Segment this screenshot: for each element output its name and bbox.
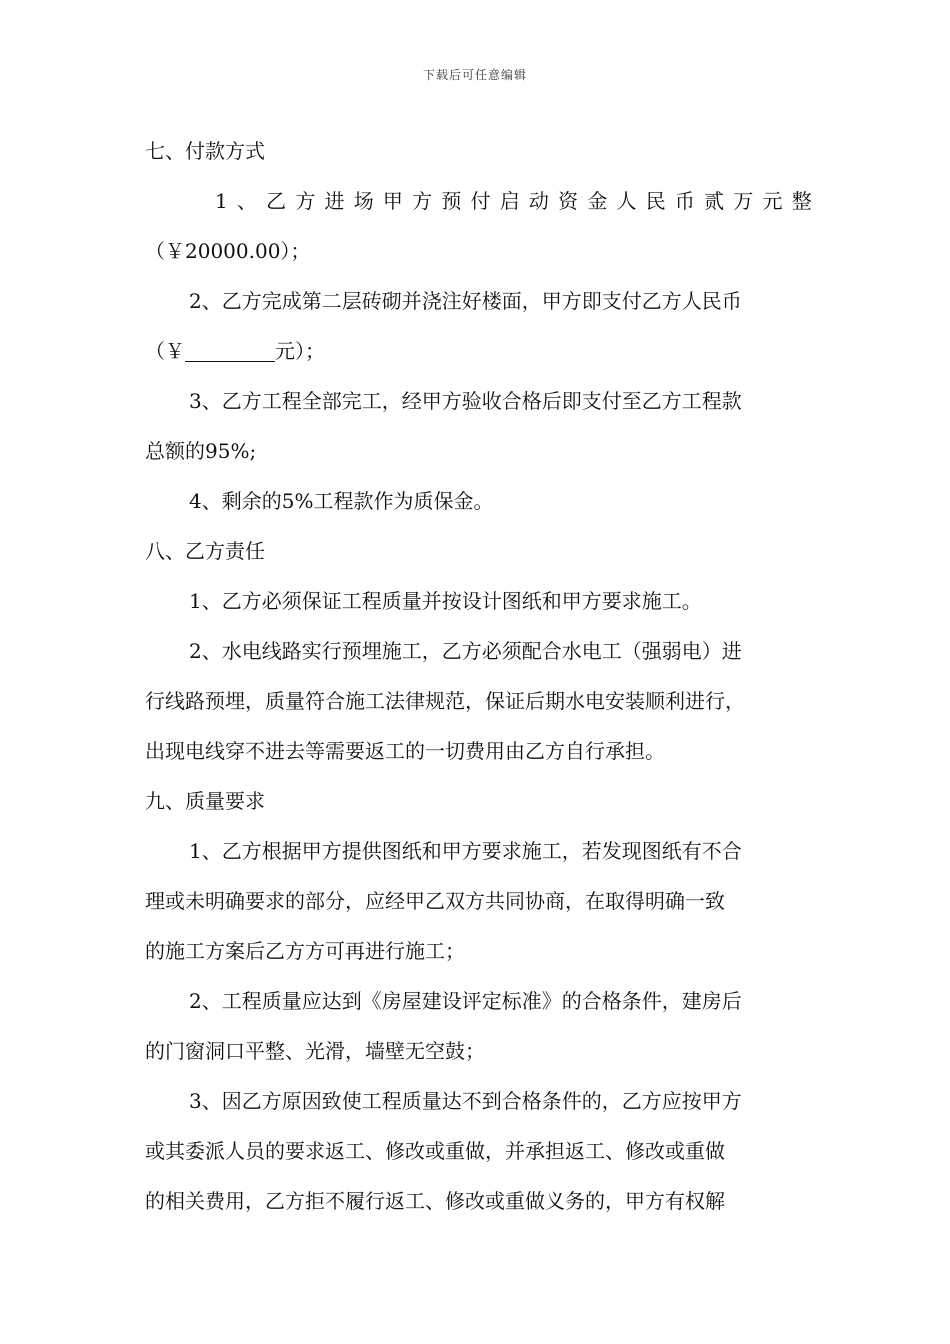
section-9-item-3-line-3: 的相关费用，乙方拒不履行返工、修改或重做义务的，甲方有权解 [145,1189,725,1213]
section-8-heading: 八、乙方责任 [145,539,265,563]
section-7-item-1-line-1: 1、乙方进场甲方预付启动资金人民币贰万元整 [215,189,821,213]
section-7-heading: 七、付款方式 [145,139,265,163]
section-9-item-3-line-1: 3、因乙方原因致使工程质量达不到合格条件的，乙方应按甲方 [189,1089,742,1113]
section-7-item-2-line-1: 2、乙方完成第二层砖砌并浇注好楼面，甲方即支付乙方人民币 [189,289,742,313]
section-9-item-1-line-3: 的施工方案后乙方方可再进行施工； [145,939,465,963]
section-9-item-1-line-1: 1、乙方根据甲方提供图纸和甲方要求施工，若发现图纸有不合 [189,839,742,863]
section-8-item-2-line-3: 出现电线穿不进去等需要返工的一切费用由乙方自行承担。 [145,739,665,763]
amount-suffix: 元）； [275,339,325,363]
section-9-item-3-line-2: 或其委派人员的要求返工、修改或重做，并承担返工、修改或重做 [145,1139,725,1163]
amount-blank-field [185,335,275,362]
section-9-item-1-line-2: 理或未明确要求的部分，应经甲乙双方共同协商，在取得明确一致 [145,889,725,913]
section-8-item-1-line-1: 1、乙方必须保证工程质量并按设计图纸和甲方要求施工。 [189,589,702,613]
section-9-item-2-line-1: 2、工程质量应达到《房屋建设评定标准》的合格条件，建房后 [189,989,742,1013]
page-header: 下载后可任意编辑 [422,68,527,82]
section-7-item-3-line-2: 总额的95%; [145,439,257,463]
section-7-item-1-line-2: （￥20000.00）； [145,239,311,263]
section-8-item-2-line-1: 2、水电线路实行预埋施工，乙方必须配合水电工（强弱电）进 [189,639,742,663]
section-9-heading: 九、质量要求 [145,789,265,813]
document-body [145,126,821,1226]
section-8-item-2-line-2: 行线路预埋，质量符合施工法律规范，保证后期水电安装顺利进行， [145,689,745,713]
section-7-item-3-line-1: 3、乙方工程全部完工，经甲方验收合格后即支付至乙方工程款 [189,389,742,413]
section-7-item-2-line-2 [145,326,815,376]
amount-prefix: （￥ [145,339,185,363]
section-9-item-2-line-2: 的门窗洞口平整、光滑，墙壁无空鼓； [145,1039,485,1063]
section-7-item-4-line-1: 4、剩余的5%工程款作为质保金。 [189,489,494,513]
